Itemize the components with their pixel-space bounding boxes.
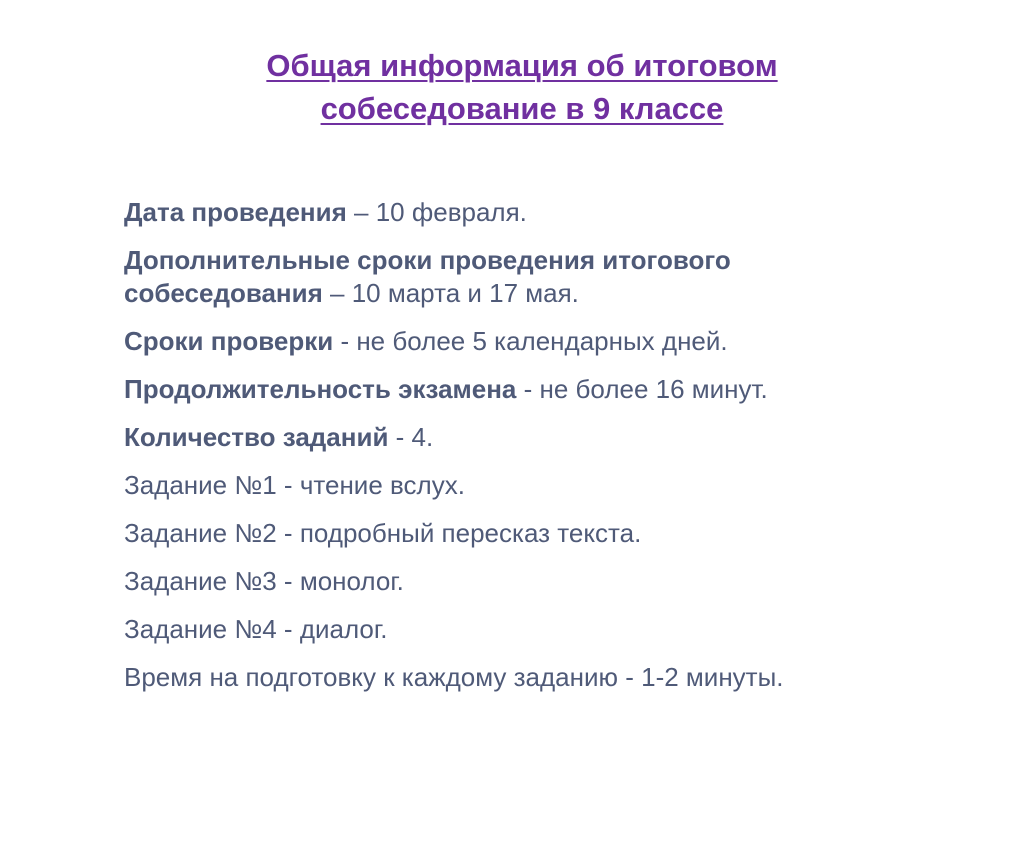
task-item-2: Задание №2 - подробный пересказ текста. — [124, 518, 642, 548]
info-item-check-period — [124, 325, 984, 358]
task-item-1: Задание №1 - чтение вслух. — [124, 470, 465, 500]
info-item-label: Количество заданий — [124, 422, 389, 452]
info-item-duration — [124, 373, 984, 406]
info-item-value: - не более 16 минут. — [516, 374, 768, 404]
info-item-label-continued: собеседования — [124, 278, 323, 308]
info-item-value: - не более 5 календарных дней. — [333, 326, 728, 356]
info-item-label: Дата проведения — [124, 197, 347, 227]
info-item-label: Продолжительность экзамена — [124, 374, 517, 404]
info-item-value: – 10 марта и 17 мая. — [322, 278, 579, 308]
info-item-label: Дополнительные сроки проведения итогового — [124, 245, 731, 275]
info-item-label: Сроки проверки — [124, 326, 334, 356]
info-item-value: - 4. — [388, 422, 434, 452]
info-item-task-count — [124, 421, 984, 454]
page-title-line-2: собеседование в 9 классе — [320, 91, 724, 126]
info-item-value: – 10 февраля. — [346, 197, 527, 227]
info-list — [124, 196, 984, 709]
task-item-4: Задание №4 - диалог. — [124, 614, 388, 644]
prep-time-item: Время на подготовку к каждому заданию - 1-2 минуты. — [124, 662, 784, 692]
info-item-date — [124, 196, 984, 229]
page-title — [0, 44, 1024, 130]
page-title-line-1: Общая информация об итоговом — [266, 48, 778, 83]
task-item-3: Задание №3 - монолог. — [124, 566, 404, 596]
info-item-extra-dates — [124, 244, 984, 310]
